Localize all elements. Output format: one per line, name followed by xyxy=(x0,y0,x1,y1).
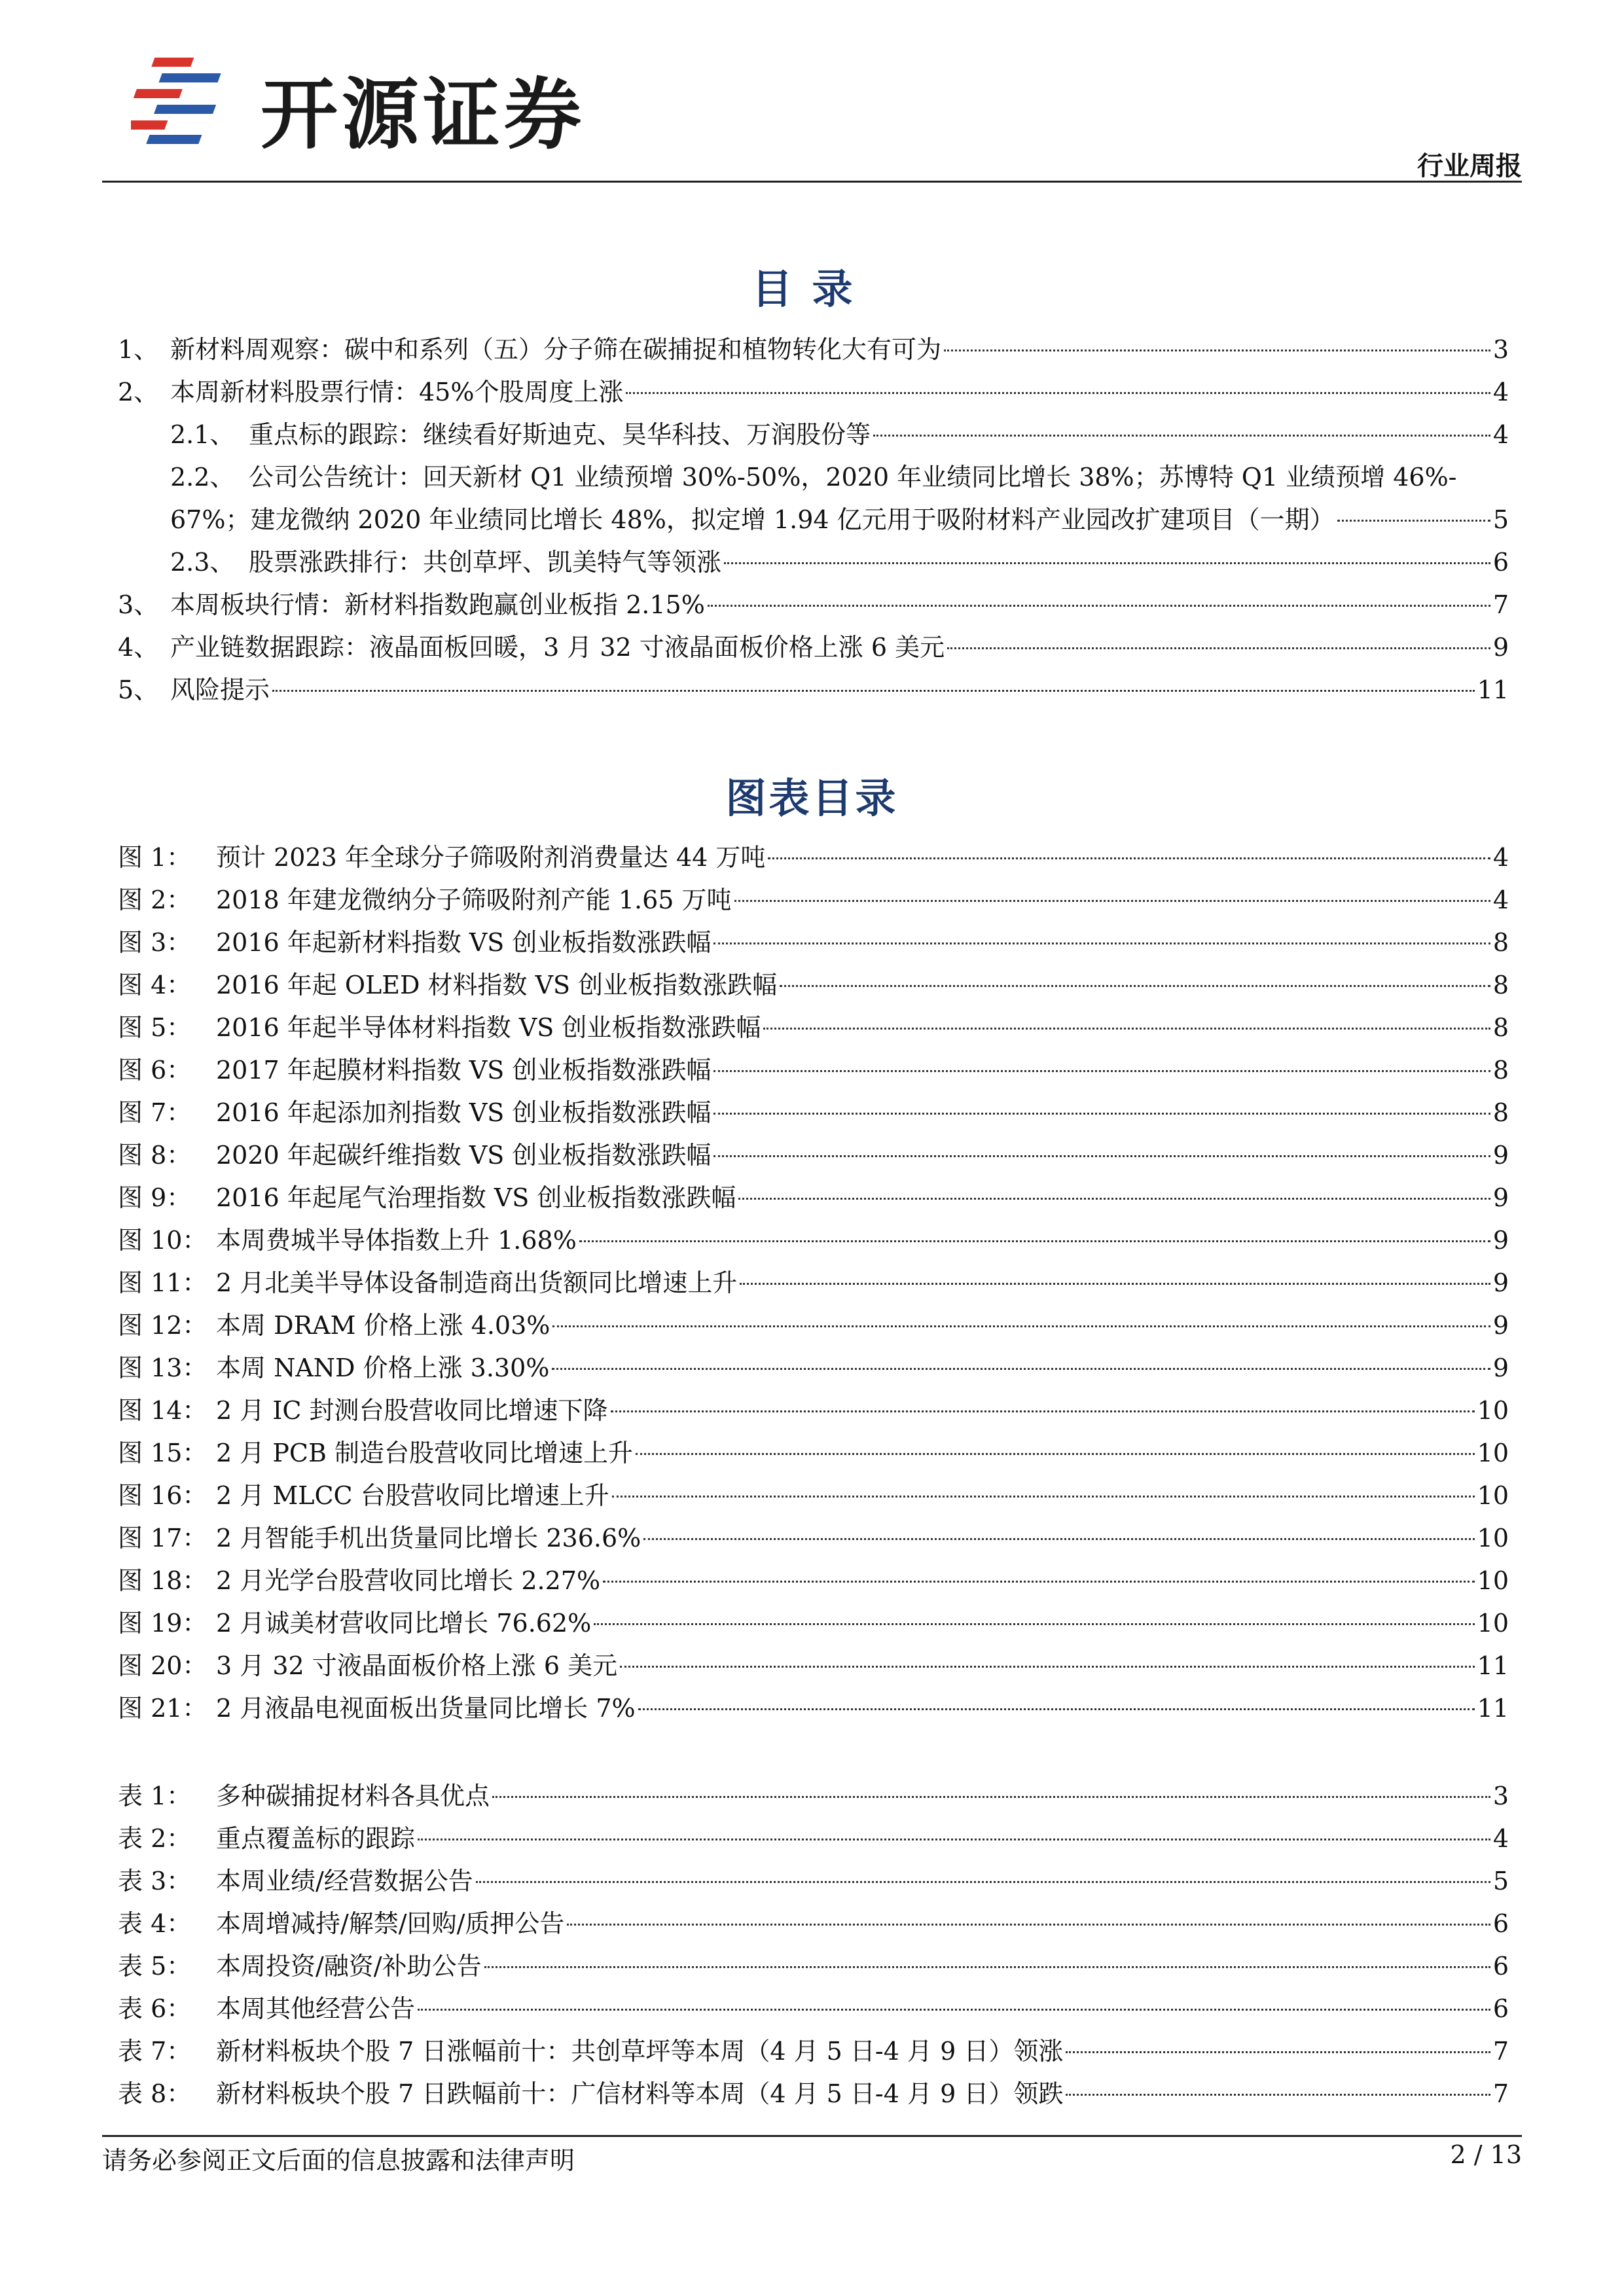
toc-leader xyxy=(552,1368,1490,1370)
figure-entry[interactable] xyxy=(118,1602,1509,1645)
table-entry-text: 新材料板块个股 7 日跌幅前十：广信材料等本周（4 月 5 日-4 月 9 日）领跌 xyxy=(216,2079,1064,2108)
figure-entry-page: 10 xyxy=(1477,1439,1509,1467)
figure-entry-text: 2016 年起半导体材料指数 VS 创业板指数涨跌幅 xyxy=(216,1013,761,1042)
toc-item-page: 11 xyxy=(1477,675,1509,704)
figure-entry[interactable] xyxy=(118,1092,1509,1134)
figure-entry-text: 2016 年起 OLED 材料指数 VS 创业板指数涨跌幅 xyxy=(216,971,778,999)
figure-entry-text: 2 月液晶电视面板出货量同比增长 7% xyxy=(216,1694,636,1723)
toc-item-page: 7 xyxy=(1492,590,1509,619)
toc-leader xyxy=(1066,2094,1490,2096)
toc-leader xyxy=(713,1113,1490,1115)
figure-entry-text: 2016 年起新材料指数 VS 创业板指数涨跌幅 xyxy=(216,928,712,957)
toc-item-page: 3 xyxy=(1492,335,1509,364)
toc-item-page: 6 xyxy=(1492,548,1509,577)
toc-leader xyxy=(476,1881,1490,1883)
toc-leader xyxy=(579,1240,1490,1242)
toc-leader xyxy=(780,985,1490,987)
toc-leader xyxy=(708,605,1490,607)
figure-entry-text: 2 月智能手机出货量同比增长 236.6% xyxy=(216,1524,641,1552)
toc-item-number: 2、 xyxy=(118,378,159,406)
figure-entry-page: 9 xyxy=(1492,1268,1509,1297)
toc-item-number: 2.3、 xyxy=(170,548,235,577)
figure-entry[interactable] xyxy=(118,1687,1509,1730)
figure-entry-label: 图 14： xyxy=(118,1396,208,1425)
toc-subitem[interactable] xyxy=(118,541,1509,584)
table-entry-label: 表 4： xyxy=(118,1909,192,1938)
toc-item[interactable] xyxy=(118,329,1509,371)
page-header xyxy=(0,0,1624,190)
table-entry-label: 表 2： xyxy=(118,1824,192,1853)
toc-item-page: 4 xyxy=(1492,420,1509,449)
toc-item-text: 重点标的跟踪：继续看好斯迪克、昊华科技、万润股份等 xyxy=(249,420,871,449)
brand-name: 开源证券 xyxy=(261,69,586,160)
figure-entry-text: 本周 NAND 价格上涨 3.30% xyxy=(216,1354,550,1382)
figure-entry-page: 11 xyxy=(1477,1694,1509,1723)
figure-entry-page: 8 xyxy=(1492,1013,1509,1042)
toc-leader xyxy=(418,2009,1490,2011)
figure-entry-text: 2 月 IC 封测台股营收同比增速下降 xyxy=(216,1396,608,1425)
figure-entry[interactable] xyxy=(118,1177,1509,1219)
toc-leader xyxy=(873,435,1490,437)
toc-leader xyxy=(272,690,1475,692)
figure-entry-text: 2018 年建龙微纳分子筛吸附剂产能 1.65 万吨 xyxy=(216,886,732,914)
figure-entry[interactable] xyxy=(118,1645,1509,1687)
figure-entry-label: 图 18： xyxy=(118,1566,208,1595)
toc-leader xyxy=(643,1538,1474,1540)
figure-entry-page: 9 xyxy=(1492,1354,1509,1382)
toc-leader xyxy=(740,1283,1490,1285)
toc-title: 目录 xyxy=(751,265,873,313)
toc-subitem[interactable] xyxy=(118,414,1509,456)
toc-item[interactable] xyxy=(118,584,1509,626)
table-entry[interactable] xyxy=(118,1903,1509,1945)
figure-entry-label: 图 7： xyxy=(118,1098,192,1127)
toc-item-text: 公司公告统计：回天新材 Q1 业绩预增 30%-50%，2020 年业绩同比增长 38%；苏博特 Q1 业绩预增 46%- xyxy=(249,463,1457,492)
table-entry-page: 6 xyxy=(1492,1909,1509,1938)
toc-leader xyxy=(603,1581,1475,1583)
toc-item[interactable] xyxy=(118,669,1509,711)
table-entry-page: 7 xyxy=(1492,2037,1509,2066)
figure-entry[interactable] xyxy=(118,964,1509,1007)
toc-leader xyxy=(638,1708,1475,1710)
figure-entry-label: 图 9： xyxy=(118,1183,192,1212)
table-entry-text: 本周其他经营公告 xyxy=(216,1994,416,2023)
table-entry[interactable] xyxy=(118,1988,1509,2030)
figure-entry-label: 图 6： xyxy=(118,1056,192,1085)
figure-entry[interactable] xyxy=(118,1390,1509,1432)
table-entry-label: 表 7： xyxy=(118,2037,192,2066)
figure-entry-page: 9 xyxy=(1492,1183,1509,1212)
toc-leader xyxy=(418,1839,1490,1840)
toc-subitem[interactable] xyxy=(118,456,1509,541)
figure-entry[interactable] xyxy=(118,1560,1509,1602)
table-entry-label: 表 3： xyxy=(118,1867,192,1895)
table-entry-label: 表 6： xyxy=(118,1994,192,2023)
figure-entry-label: 图 10： xyxy=(118,1226,208,1255)
figure-entry-text: 2017 年起膜材料指数 VS 创业板指数涨跌幅 xyxy=(216,1056,712,1085)
figure-entry[interactable] xyxy=(118,1475,1509,1517)
figure-entry[interactable] xyxy=(118,1262,1509,1304)
page-number: 2 / 13 xyxy=(1450,2140,1522,2169)
table-entry-page: 5 xyxy=(1492,1867,1509,1895)
toc-item-number: 2.1、 xyxy=(170,420,235,449)
table-entry[interactable] xyxy=(118,2030,1509,2073)
figure-entry-page: 8 xyxy=(1492,928,1509,957)
toc-item-number: 1、 xyxy=(118,335,159,364)
figure-entry[interactable] xyxy=(118,879,1509,922)
toc-leader xyxy=(594,1623,1474,1625)
toc-leader xyxy=(626,392,1490,394)
table-entry[interactable] xyxy=(118,2073,1509,2115)
toc-item-number: 4、 xyxy=(118,633,159,662)
figure-entry-page: 10 xyxy=(1477,1524,1509,1552)
toc-item-text: 本周新材料股票行情：45%个股周度上涨 xyxy=(170,378,624,406)
toc-leader xyxy=(484,1966,1490,1968)
figure-entry-page: 4 xyxy=(1492,886,1509,914)
toc-leader xyxy=(612,1496,1475,1498)
toc-leader xyxy=(768,857,1490,859)
toc-item-text: 股票涨跌排行：共创草坪、凯美特气等领涨 xyxy=(249,548,722,577)
tables-list xyxy=(118,1775,1509,2115)
figure-entry-text: 2016 年起添加剂指数 VS 创业板指数涨跌幅 xyxy=(216,1098,712,1127)
figure-entry-text: 本周费城半导体指数上升 1.68% xyxy=(216,1226,577,1255)
toc-item-text: 本周板块行情：新材料指数跑赢创业板指 2.15% xyxy=(170,590,705,619)
toc-leader xyxy=(713,1155,1490,1157)
toc-leader xyxy=(944,350,1490,351)
figure-entry-text: 2 月 PCB 制造台股营收同比增速上升 xyxy=(216,1439,633,1467)
toc-item-text-continued: 67%；建龙微纳 2020 年业绩同比增长 48%，拟定增 1.94 亿元用于吸附材料产业园改扩建项目（一期） xyxy=(170,505,1335,534)
figure-entry-page: 11 xyxy=(1477,1651,1509,1680)
table-entry[interactable] xyxy=(118,1775,1509,1818)
toc-item-number: 5、 xyxy=(118,675,159,704)
table-entry-label: 表 1： xyxy=(118,1782,192,1810)
figure-entry-page: 9 xyxy=(1492,1226,1509,1255)
footer-divider xyxy=(102,2135,1522,2137)
table-entry-page: 7 xyxy=(1492,2079,1509,2108)
figure-entry[interactable] xyxy=(118,1049,1509,1092)
figure-entry-page: 8 xyxy=(1492,1056,1509,1085)
figure-entry-label: 图 5： xyxy=(118,1013,192,1042)
toc-leader xyxy=(1066,2051,1490,2053)
toc-leader xyxy=(636,1453,1475,1455)
figure-entry-text: 2 月北美半导体设备制造商出货额同比增速上升 xyxy=(216,1268,738,1297)
toc-item-text: 新材料周观察：碳中和系列（五）分子筛在碳捕捉和植物转化大有可为 xyxy=(170,335,942,364)
figure-entry-page: 9 xyxy=(1492,1311,1509,1340)
toc-leader xyxy=(947,647,1490,649)
figure-entry-page: 10 xyxy=(1477,1396,1509,1425)
figure-entry-text: 2 月光学台股营收同比增长 2.27% xyxy=(216,1566,601,1595)
figure-entry[interactable] xyxy=(118,1219,1509,1262)
figure-entry-label: 图 1： xyxy=(118,843,192,872)
figure-entry[interactable] xyxy=(118,1432,1509,1475)
figure-entry-label: 图 4： xyxy=(118,971,192,999)
figure-entry-label: 图 16： xyxy=(118,1481,208,1510)
toc-leader xyxy=(492,1796,1490,1798)
toc-item-page: 5 xyxy=(1492,505,1509,534)
toc-leader xyxy=(567,1924,1490,1926)
figure-entry-label: 图 8： xyxy=(118,1141,192,1170)
figure-entry[interactable] xyxy=(118,836,1509,879)
table-entry-text: 本周业绩/经营数据公告 xyxy=(216,1867,473,1895)
table-entry[interactable] xyxy=(118,1818,1509,1860)
figure-entry[interactable] xyxy=(118,1007,1509,1049)
toc-item-page: 9 xyxy=(1492,633,1509,662)
toc-item-text: 风险提示 xyxy=(170,675,270,704)
table-entry-text: 多种碳捕捉材料各具优点 xyxy=(216,1782,490,1810)
figure-entry-page: 8 xyxy=(1492,1098,1509,1127)
figure-entry[interactable] xyxy=(118,1517,1509,1560)
table-entry-text: 本周增减持/解禁/回购/质押公告 xyxy=(216,1909,565,1938)
figure-entry-label: 图 19： xyxy=(118,1609,208,1638)
toc-leader xyxy=(552,1325,1490,1327)
table-entry[interactable] xyxy=(118,1860,1509,1903)
table-entry-text: 本周投资/融资/补助公告 xyxy=(216,1952,482,1981)
toc-item-text: 产业链数据跟踪：液晶面板回暖，3 月 32 寸液晶面板价格上涨 6 美元 xyxy=(170,633,945,662)
toc-leader xyxy=(734,900,1490,902)
toc-leader xyxy=(738,1198,1490,1200)
toc-item-number: 3、 xyxy=(118,590,159,619)
footer-disclaimer: 请务必参阅正文后面的信息披露和法律声明 xyxy=(102,2146,575,2175)
figure-entry-label: 图 2： xyxy=(118,886,192,914)
figure-entry-label: 图 20： xyxy=(118,1651,208,1680)
header-divider xyxy=(102,181,1522,183)
figure-entry-label: 图 11： xyxy=(118,1268,208,1297)
toc-item-number: 2.2、 xyxy=(170,463,235,492)
figure-entry-label: 图 3： xyxy=(118,928,192,957)
brand-logo-icon xyxy=(131,51,249,149)
table-entry-label: 表 8： xyxy=(118,2079,192,2108)
figure-entry-text: 2020 年起碳纤维指数 VS 创业板指数涨跌幅 xyxy=(216,1141,712,1170)
table-entry-page: 6 xyxy=(1492,1994,1509,2023)
figure-entry-page: 10 xyxy=(1477,1481,1509,1510)
figure-entry[interactable] xyxy=(118,1134,1509,1177)
toc-leader xyxy=(713,1070,1490,1072)
table-entry-label: 表 5： xyxy=(118,1952,192,1981)
toc-item-page: 4 xyxy=(1492,378,1509,406)
figure-entry-text: 预计 2023 年全球分子筛吸附剂消费量达 44 万吨 xyxy=(216,843,766,872)
toc-leader xyxy=(611,1410,1475,1412)
toc-leader xyxy=(724,562,1490,564)
figure-entry-label: 图 13： xyxy=(118,1354,208,1382)
figure-entry-text: 本周 DRAM 价格上涨 4.03% xyxy=(216,1311,550,1340)
figure-entry-text: 2 月 MLCC 台股营收同比增速上升 xyxy=(216,1481,609,1510)
figure-entry-page: 10 xyxy=(1477,1566,1509,1595)
table-entry-text: 重点覆盖标的跟踪 xyxy=(216,1824,416,1853)
figure-entry-text: 3 月 32 寸液晶面板价格上涨 6 美元 xyxy=(216,1651,618,1680)
figure-entry-label: 图 12： xyxy=(118,1311,208,1340)
toc-leader xyxy=(713,942,1490,944)
figure-entry-text: 2 月诚美材营收同比增长 76.62% xyxy=(216,1609,592,1638)
figure-entry-page: 4 xyxy=(1492,843,1509,872)
report-type: 行业周报 xyxy=(1417,151,1522,181)
table-entry-page: 3 xyxy=(1492,1782,1509,1810)
figure-entry[interactable] xyxy=(118,1347,1509,1390)
figure-entry[interactable] xyxy=(118,922,1509,964)
figure-entry-page: 9 xyxy=(1492,1141,1509,1170)
toc-leader xyxy=(620,1666,1475,1668)
figure-entry-label: 图 15： xyxy=(118,1439,208,1467)
toc-list xyxy=(118,329,1509,711)
figure-entry[interactable] xyxy=(118,1304,1509,1347)
table-entry-page: 4 xyxy=(1492,1824,1509,1853)
toc-item[interactable] xyxy=(118,371,1509,414)
figure-entry-page: 10 xyxy=(1477,1609,1509,1638)
table-entry[interactable] xyxy=(118,1945,1509,1988)
table-entry-text: 新材料板块个股 7 日涨幅前十：共创草坪等本周（4 月 5 日-4 月 9 日）领涨 xyxy=(216,2037,1064,2066)
figure-entry-label: 图 17： xyxy=(118,1524,208,1552)
figure-entry-text: 2016 年起尾气治理指数 VS 创业板指数涨跌幅 xyxy=(216,1183,736,1212)
table-entry-page: 6 xyxy=(1492,1952,1509,1981)
toc-leader xyxy=(1337,520,1490,522)
figures-title: 图表目录 xyxy=(725,774,899,822)
figure-entry-label: 图 21： xyxy=(118,1694,208,1723)
toc-leader xyxy=(763,1028,1490,1030)
figure-entry-page: 8 xyxy=(1492,971,1509,999)
toc-item[interactable] xyxy=(118,626,1509,669)
figures-list xyxy=(118,836,1509,1730)
